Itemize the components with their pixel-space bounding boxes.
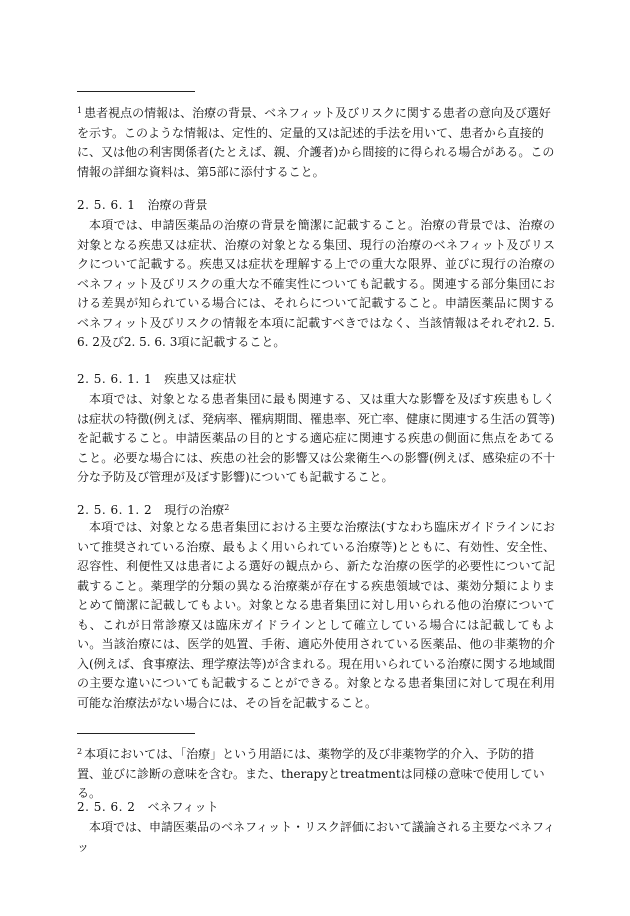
section-2562-body: 本項では、申請医薬品のベネフィット・リスク評価において議論される主要なベネフィッ (77, 820, 555, 854)
section-number: 2. 5. 6. 1. 2 (77, 503, 153, 517)
section-number: 2. 5. 6. 1. 1 (77, 372, 153, 386)
section-title: ベネフィット (147, 800, 219, 814)
footnote-2-text: 本項においては、「治療」という用語には、薬物学的及び非薬物学的介入、予防的措置、並びに診断の意味を含む。また、therapyとtreatmentは同様の意味で使用している。 (77, 747, 545, 800)
footnote-1 (77, 101, 555, 182)
footnote-separator (77, 733, 195, 734)
section-2562-heading (77, 798, 555, 818)
section-number: 2. 5. 6. 2 (77, 800, 136, 814)
section-25611-heading (77, 370, 555, 390)
footnote-1-text: 患者視点の情報は、治療の背景、ベネフィット及びリスクに関する患者の意向及び選好を示す。このような情報は、定性的、定量的又は記述的手法を用いて、患者から直接的に、又は他の利害関係者(たとえば、親、介護者)から間接的に得られる場合がある。この情報の詳細な資料は、第5部に添付すること。 (77, 106, 555, 179)
section-2561-heading (77, 196, 555, 216)
footnote-2 (77, 742, 555, 804)
section-2561-body: 本項では、申請医薬品の治療の背景を簡潔に記載すること。治療の背景では、治療の対象となる疾患又は症状、治療の対象となる集団、現行の治療のベネフィット及びリスクについて記載する。疾患又は症状を理解する上での重大な限界、並びに現行の治療のベネフィット及びリスクの重大な不確実性についても記載する。関連する部分集団における差異が知られている場合には、それらについて記載すること。申請医薬品に関するベネフィット及びリスクの情報を本項に記載すべきではなく、当該情報はそれぞれ2. 5. 6. 2及び2. 5. 6. 3項に記載すること。 (77, 218, 555, 349)
footnote-2-marker: 2 (77, 747, 83, 756)
section-title: 疾患又は症状 (164, 372, 237, 386)
section-title: 治療の背景 (147, 198, 208, 212)
section-25612-body: 本項では、対象となる患者集団における主要な治療法(すなわち臨床ガイドラインにおいて推奨されている治療、最もよく用いられている治療等)とともに、有効性、安全性、忍容性、利便性又は患者による選好の観点から、新たな治療の医学的必要性について記載すること。薬理学的分類の異なる治療薬が存在する疾患領域では、薬効分類によりまとめて簡潔に記載してもよい。対象となる患者集団に対し用いられる他の治療についても、これが日常診療又は臨床ガイドラインとして確立している場合には記載してもよい。当該治療には、医学的処置、手術、適応外使用されている医薬品、他の非薬物的介入(例えば、食事療法、理学療法等)が含まれる。現在用いられている治療に関する地域間の主要な違いについても記載することができる。対象となる患者集団に対して現在利用可能な治療法がない場合には、その旨を記載すること。 (77, 520, 555, 710)
footnote-2-reference: 2 (224, 503, 230, 512)
footnote-separator (77, 91, 195, 92)
section-number: 2. 5. 6. 1 (77, 198, 136, 212)
section-25611-body: 本項では、対象となる患者集団に最も関連する、又は重大な影響を及ぼす疾患もしくは症状の特徴(例えば、発病率、罹病期間、罹患率、死亡率、健康に関連する生活の質等)を記載すること。申請医薬品の目的とする適応症に関連する疾患の側面に焦点をあてること。必要な場合には、疾患の社会的影響又は公衆衛生への影響(例えば、感染症の不十分な予防及び管理が及ぼす影響)についても記載すること。 (77, 392, 555, 484)
footnote-1-marker: 1 (77, 106, 83, 115)
section-title: 現行の治療 (164, 503, 225, 517)
